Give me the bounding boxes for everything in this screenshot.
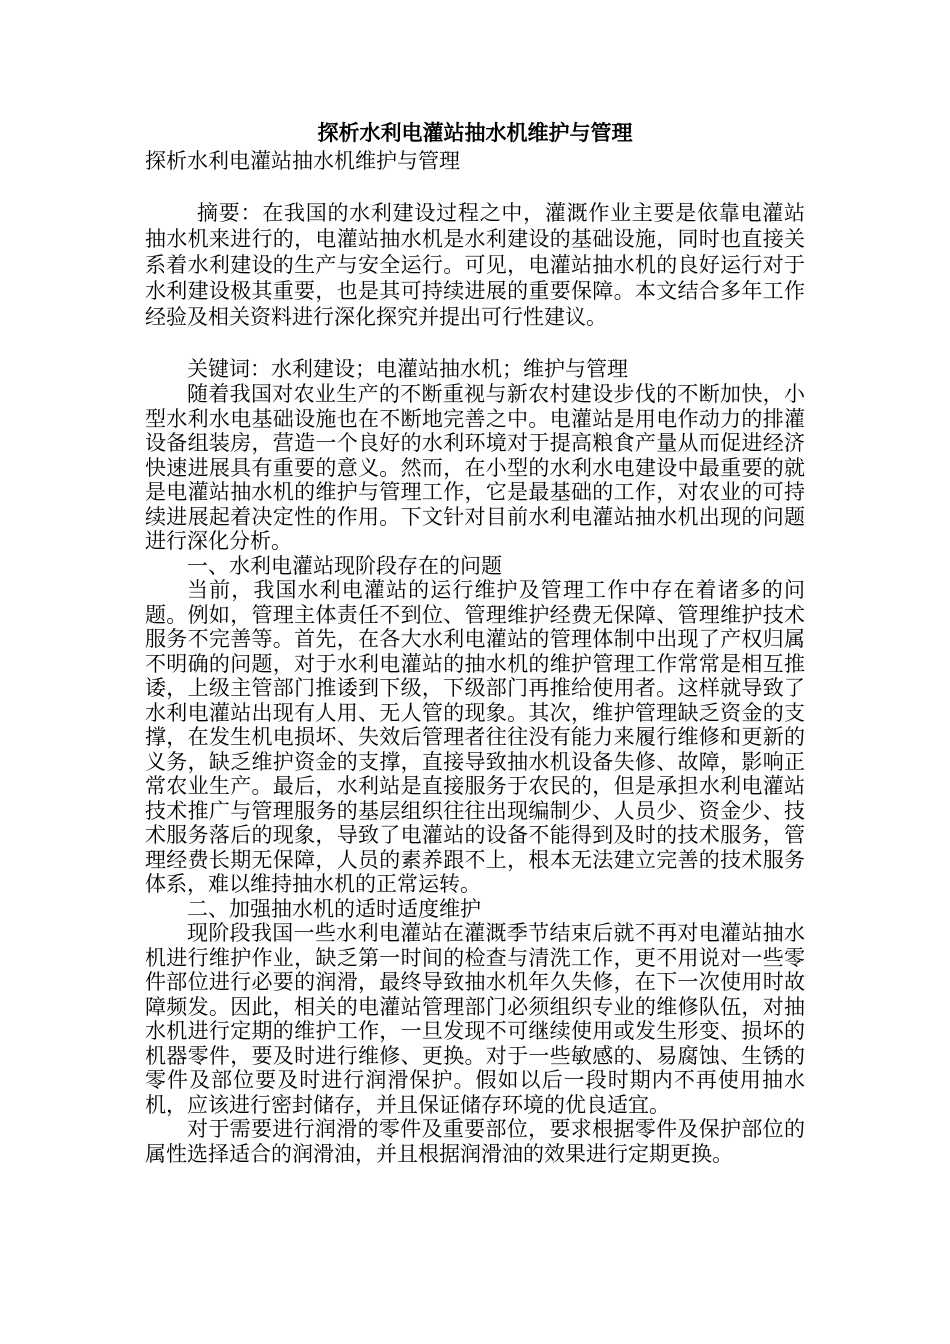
intro-paragraph: 随着我国对农业生产的不断重视与新农村建设步伐的不断加快，小型水利水电基础设施也在不断地完善之中。电灌站是用电作动力的排灌设备组装房，营造一个良好的水利环境对于提高粮食产量从而促进经济快速进展具有重要的意义。然而，在小型的水利水电建设中最重要的就是电灌站抽水机的维护与管理工作，它是最基础的工作，对农业的可持续进展起着决定性的作用。下文针对目前水利电灌站抽水机出现的问题进行深化分析。 [145, 382, 805, 553]
keywords-line: 关键词：水利建设；电灌站抽水机；维护与管理 [187, 357, 628, 381]
section-heading-2: 二、加强抽水机的适时适度维护 [187, 896, 481, 921]
document-title: 探析水利电灌站抽水机维护与管理 [317, 120, 633, 145]
section-heading-1: 一、水利电灌站现阶段存在的问题 [187, 553, 502, 578]
abstract-paragraph: 摘要：在我国的水利建设过程之中，灌溉作业主要是依靠电灌站抽水机来进行的，电灌站抽水机是水利建设的基础设施，同时也直接关系着水利建设的生产与安全运行。可见，电灌站抽水机的良好运行对于水利建设极其重要，也是其可持续进展的重要保障。本文结合多年工作经验及相关资料进行深化探究并提出可行性建议。 [145, 201, 805, 329]
section-2-paragraph: 现阶段我国一些水利电灌站在灌溉季节结束后就不再对电灌站抽水机进行维护作业，缺乏第一时间的检查与清洗工作，更不用说对一些零件部位进行必要的润滑，最终导致抽水机年久失修，在下一次使用时故障频发。因此，相关的电灌站管理部门必须组织专业的维修队伍，对抽水机进行定期的维护工作，一旦发现不可继续使用或发生形变、损坏的机器零件，要及时进行维修、更换。对于一些敏感的、易腐蚀、生锈的零件及部位要及时进行润滑保护。假如以后一段时期内不再使用抽水机，应该进行密封储存，并且保证储存环境的优良适宜。 [145, 921, 805, 1117]
blank-line [145, 330, 805, 356]
document-body [145, 118, 805, 1166]
section-1-paragraph: 当前，我国水利电灌站的运行维护及管理工作中存在着诸多的问题。例如，管理主体责任不到位、管理维护经费无保障、管理维护技术服务不完善等。首先，在各大水利电灌站的管理体制中出现了产权归属不明确的问题，对于水利电灌站的抽水机的维护管理工作常常是相互推诿，上级主管部门推诿到下级，下级部门再推给使用者。这样就导致了水利电灌站出现有人用、无人管的现象。其次，维护管理缺乏资金的支撑，在发生机电损坏、失效后管理者往往没有能力来履行维修和更新的义务，缺乏维护资金的支撑，直接导致抽水机设备失修、故障，影响正常农业生产。最后，水利站是直接服务于农民的，但是承担水利电灌站技术推广与管理服务的基层组织往往出现编制少、人员少、资金少、技术服务落后的现象，导致了电灌站的设备不能得到及时的技术服务，管理经费长期无保障，人员的素养跟不上，根本无法建立完善的技术服务体系，难以维持抽水机的正常运转。 [145, 578, 805, 896]
document-subtitle: 探析水利电灌站抽水机维护与管理 [145, 149, 460, 173]
blank-line [145, 174, 805, 200]
section-2-paragraph-2: 对于需要进行润滑的零件及重要部位，要求根据零件及保护部位的属性选择适合的润滑油，并且根据润滑油的效果进行定期更换。 [145, 1117, 805, 1166]
